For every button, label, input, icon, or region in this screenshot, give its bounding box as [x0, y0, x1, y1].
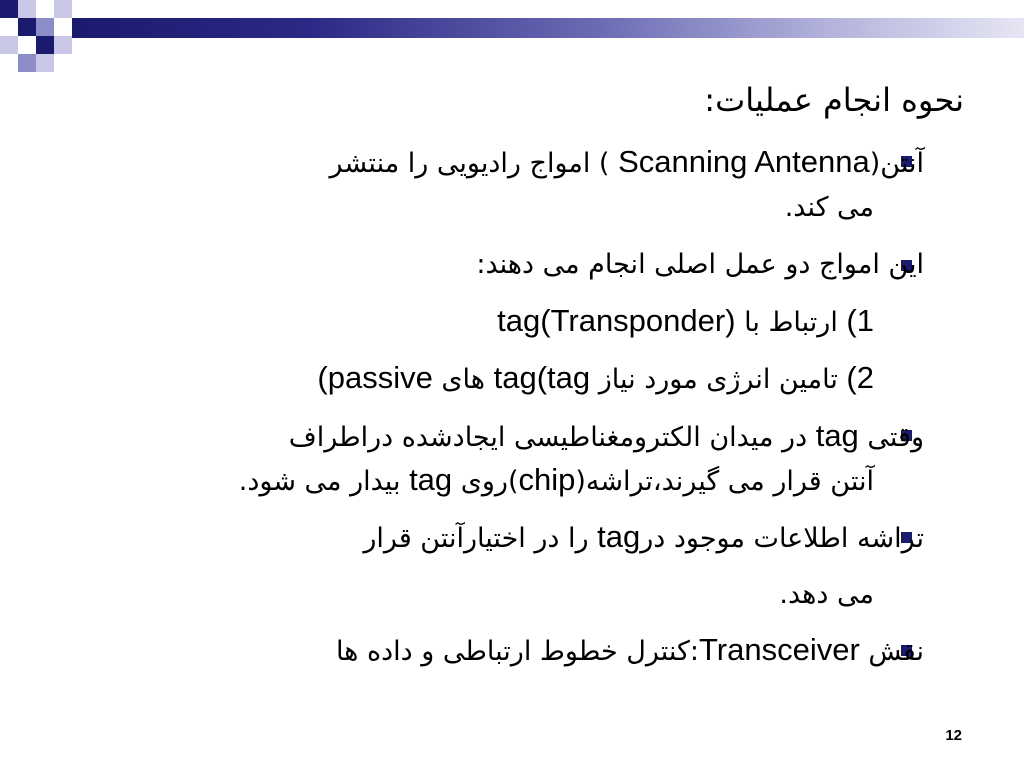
bullet-3-line-2-pre: آنتن قرار می گیرند،تراشه( — [575, 466, 874, 497]
decor-square — [36, 36, 54, 54]
bullet-3-latin: tag — [815, 418, 859, 453]
bullet-5-latin: Transceiver — [699, 632, 860, 667]
header-gradient-bar — [72, 18, 1024, 38]
sub-item-2-mid: های — [432, 364, 494, 395]
bullet-3-line-2-latin-2: tag — [409, 462, 453, 497]
bullet-2-line: این امواج دو عمل اصلی انجام می دهند: — [476, 249, 924, 280]
decor-square — [36, 54, 54, 72]
sub-item-1-latin: tag(Transponder) — [497, 303, 736, 338]
sub-item-1 — [497, 303, 874, 341]
decor-square — [18, 54, 36, 72]
bullet-1-text-pre: آنتن( — [869, 148, 924, 179]
bullet-5-text-post: :کنترل خطوط ارتباطی و داده ها — [335, 636, 700, 667]
bullet-1-latin: Scanning Antenna — [618, 144, 870, 179]
sub-item-2-text: تامین انرژی مورد نیاز — [590, 364, 847, 395]
bullet-4-line-2: می دهد. — [779, 579, 874, 610]
decor-square — [0, 0, 18, 18]
bullet-3-line-2-mid: )روی — [452, 466, 519, 497]
bullet-3-line-1 — [289, 418, 924, 456]
bullet-3-text-pre: وقتی — [858, 422, 924, 453]
bullet-1-line-2: می کند. — [784, 192, 874, 223]
decor-square — [0, 36, 18, 54]
sub-item-1-number: 1) — [846, 303, 874, 338]
decor-square — [36, 18, 54, 36]
sub-item-1-text: ارتباط با — [735, 307, 847, 338]
decor-square — [18, 18, 36, 36]
bullet-5-line — [336, 632, 924, 670]
bullet-3-line-2-latin: chip — [518, 462, 576, 497]
page-number: 12 — [945, 727, 962, 744]
decor-square — [54, 36, 72, 54]
decor-square — [18, 0, 36, 18]
bullet-3-line-2 — [239, 462, 874, 500]
bullet-4-latin: tag — [597, 519, 641, 554]
bullet-1-line-1 — [329, 144, 924, 182]
bullet-5-text-pre: نقش — [859, 636, 924, 667]
sub-item-2 — [317, 360, 874, 398]
sub-item-2-latin-1: tag(tag — [493, 360, 591, 395]
slide-title: نحوه انجام عملیات: — [704, 81, 964, 119]
bullet-4-line-1 — [363, 519, 924, 557]
decor-square — [54, 0, 72, 18]
sub-item-2-number: 2) — [846, 360, 874, 395]
bullet-1-text-post: ) امواج رادیویی را منتشر — [329, 148, 619, 179]
sub-item-2-latin-2: passive) — [317, 360, 433, 395]
bullet-4-text-pre: تراشه اطلاعات موجود در — [640, 523, 924, 554]
bullet-4-text-post: را در اختیارآنتن قرار — [363, 523, 598, 554]
bullet-3-text-post: در میدان الکترومغناطیسی ایجادشده دراطراف — [288, 422, 816, 453]
bullet-3-line-2-post: بیدار می شود. — [238, 466, 410, 497]
